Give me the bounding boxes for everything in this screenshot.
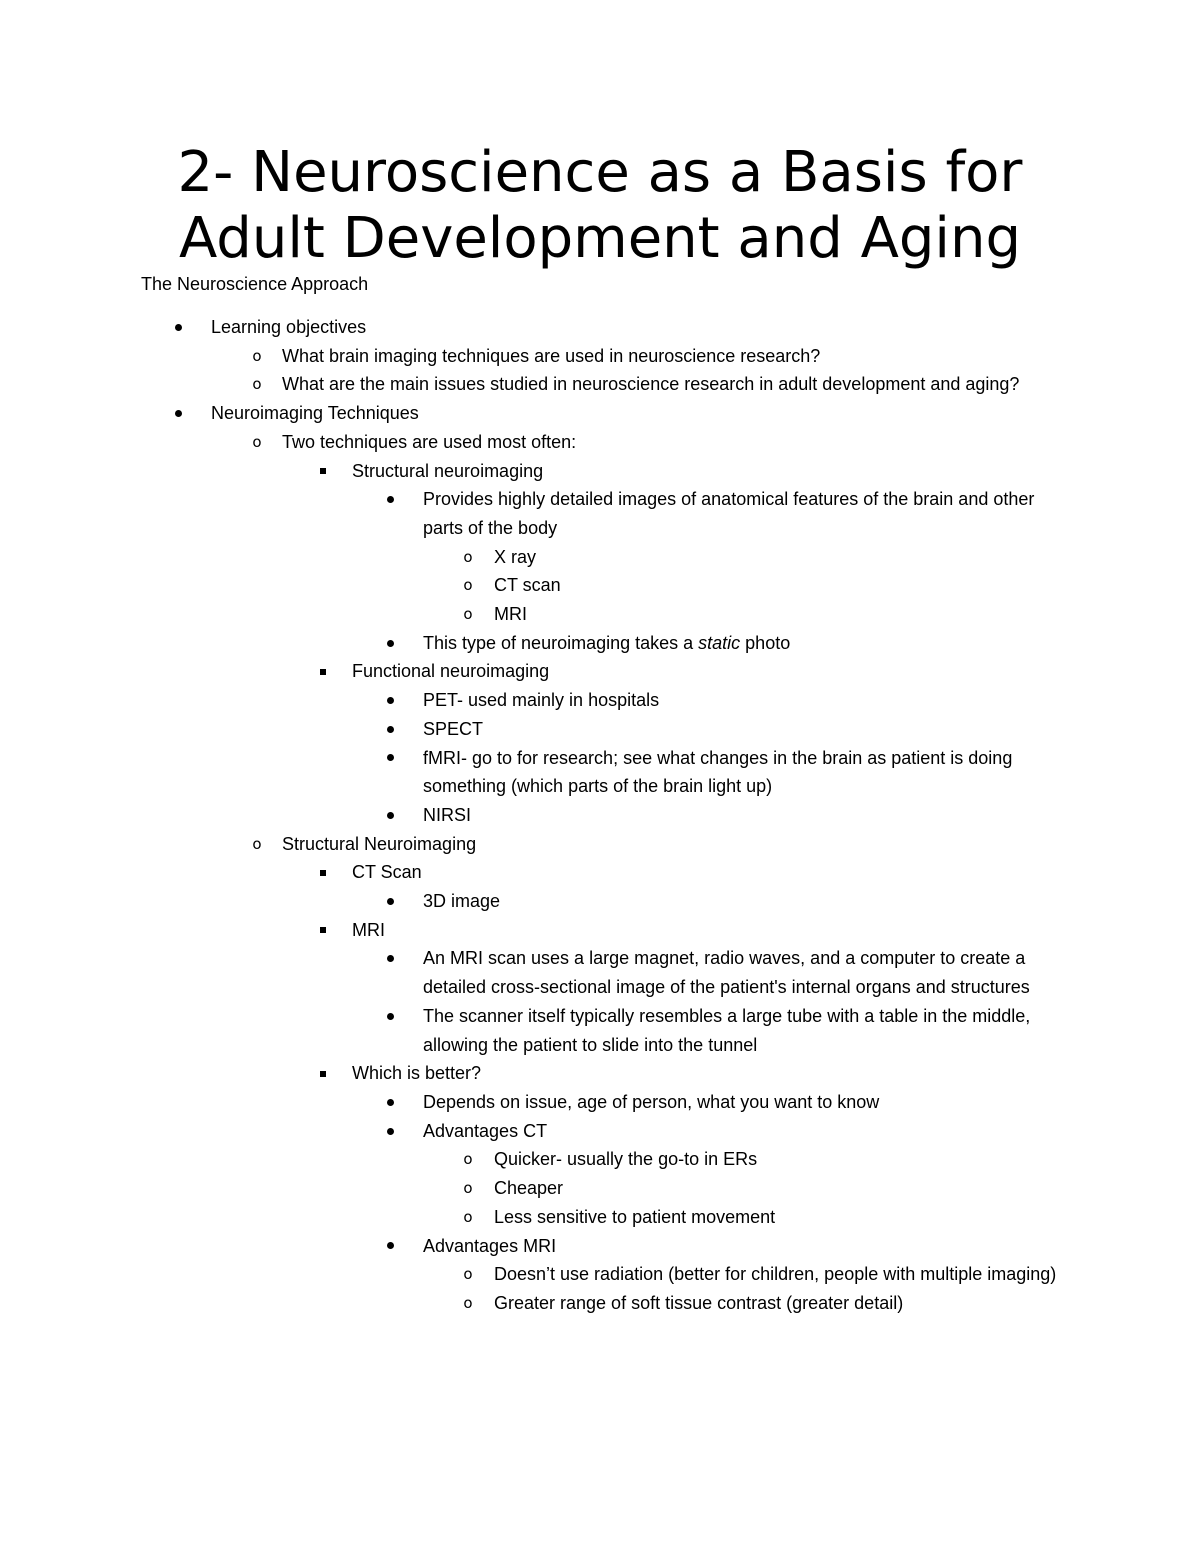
outline-item-text: What are the main issues studied in neuroscience research in adult development and aging? bbox=[282, 374, 1020, 395]
outline-item-level-4 bbox=[0, 887, 1200, 916]
hollow-o-bullet-icon: o bbox=[463, 1265, 473, 1284]
filled-dot-bullet-icon bbox=[380, 1232, 400, 1261]
outline-item-text: NIRSI bbox=[423, 804, 472, 825]
outline-item-level-3 bbox=[0, 916, 1200, 945]
outline-item-level-4 bbox=[0, 485, 1200, 542]
filled-dot-bullet-icon bbox=[168, 399, 188, 428]
hollow-o-bullet-icon: o bbox=[463, 1293, 473, 1312]
outline-item-text: Functional neuroimaging bbox=[352, 661, 550, 682]
outline-item-level-4 bbox=[0, 629, 1200, 658]
square-bullet-icon bbox=[313, 1059, 333, 1088]
outline-item-text: CT scan bbox=[494, 575, 561, 596]
filled-dot-bullet-icon bbox=[380, 1002, 400, 1031]
filled-dot-bullet-icon bbox=[168, 313, 188, 342]
outline-item-text: fMRI- go to for research; see what changes in the brain as patient is doing something (which parts of the brain light up) bbox=[423, 747, 1013, 797]
hollow-o-bullet-icon: o bbox=[252, 834, 262, 853]
outline-item-level-3 bbox=[0, 457, 1200, 486]
outline-item-level-4 bbox=[0, 715, 1200, 744]
outline-item-text: Quicker- usually the go-to in ERs bbox=[494, 1149, 758, 1170]
outline-item-level-2 bbox=[0, 428, 1200, 457]
outline-item-text: Provides highly detailed images of anatomical features of the brain and other parts of the body bbox=[423, 489, 1035, 538]
hollow-o-bullet-icon: o bbox=[463, 605, 473, 624]
outline-item-text: An MRI scan uses a large magnet, radio waves, and a computer to create a detailed cross-sectional image of the patient's internal organs and structures bbox=[423, 948, 1030, 998]
document-title bbox=[0, 140, 1200, 272]
filled-dot-bullet-icon bbox=[380, 887, 400, 916]
outline-item-level-5 bbox=[0, 543, 1200, 572]
outline-item-text: MRI bbox=[494, 604, 527, 625]
outline-item-level-4 bbox=[0, 1117, 1200, 1146]
outline-item-level-3 bbox=[0, 1059, 1200, 1088]
outline-item-text: The scanner itself typically resembles a large tube with a table in the middle, allowing the patient to slide into the tunnel bbox=[423, 1005, 1031, 1055]
outline-item-text: Less sensitive to patient movement bbox=[494, 1206, 776, 1227]
filled-dot-bullet-icon bbox=[380, 944, 400, 973]
section-heading: The Neuroscience Approach bbox=[141, 274, 369, 294]
outline-item-level-5 bbox=[0, 600, 1200, 629]
hollow-o-bullet-icon: o bbox=[463, 1179, 473, 1198]
outline-item-text-after: photo bbox=[740, 632, 791, 653]
outline-item-level-2 bbox=[0, 342, 1200, 371]
outline-item-level-5 bbox=[0, 1289, 1200, 1318]
outline-item-text: Learning objectives bbox=[211, 317, 367, 337]
outline-item-text bbox=[423, 633, 790, 653]
outline-item-text: PET- used mainly in hospitals bbox=[423, 690, 660, 711]
hollow-o-bullet-icon: o bbox=[463, 576, 473, 595]
hollow-o-bullet-icon: o bbox=[463, 1207, 473, 1226]
outline-item-text-before: This type of neuroimaging takes a bbox=[423, 632, 699, 653]
outline-item-level-5 bbox=[0, 571, 1200, 600]
outline-item-level-4 bbox=[0, 1232, 1200, 1261]
outline-item-level-4 bbox=[0, 686, 1200, 715]
outline-item-text: What brain imaging techniques are used in neuroscience research? bbox=[282, 345, 821, 366]
outline-item-level-3 bbox=[0, 657, 1200, 686]
outline-item-level-1 bbox=[0, 399, 1200, 428]
square-bullet-icon bbox=[313, 457, 333, 486]
hollow-o-bullet-icon: o bbox=[252, 432, 262, 451]
outline-item-level-4 bbox=[0, 801, 1200, 830]
outline-item-level-5 bbox=[0, 1260, 1200, 1289]
outline-list bbox=[0, 313, 1200, 1318]
square-bullet-icon bbox=[313, 916, 333, 945]
outline-item-level-5 bbox=[0, 1145, 1200, 1174]
outline-item-text: X ray bbox=[494, 546, 537, 567]
outline-item-text: Doesn’t use radiation (better for children, people with multiple imaging) bbox=[494, 1264, 1057, 1285]
outline-item-text: Structural neuroimaging bbox=[352, 460, 544, 481]
outline-item-text: Which is better? bbox=[352, 1063, 482, 1084]
document-title-line-1: 2- Neuroscience as a Basis for bbox=[177, 140, 1023, 205]
outline-item-text: Greater range of soft tissue contrast (greater detail) bbox=[494, 1292, 904, 1313]
outline-item-text-italic: static bbox=[698, 632, 741, 653]
outline-item-level-2 bbox=[0, 830, 1200, 859]
outline-item-text: Advantages MRI bbox=[423, 1235, 557, 1256]
outline-item-text: SPECT bbox=[423, 718, 484, 739]
outline-item-level-4 bbox=[0, 944, 1200, 1001]
filled-dot-bullet-icon bbox=[380, 686, 400, 715]
filled-dot-bullet-icon bbox=[380, 1088, 400, 1117]
hollow-o-bullet-icon: o bbox=[463, 547, 473, 566]
outline-item-level-2 bbox=[0, 370, 1200, 399]
outline-item-text: Two techniques are used most often: bbox=[282, 431, 577, 452]
hollow-o-bullet-icon: o bbox=[252, 375, 262, 394]
outline-item-text: Depends on issue, age of person, what you want to know bbox=[423, 1091, 880, 1112]
outline-item-text: MRI bbox=[352, 919, 385, 940]
hollow-o-bullet-icon: o bbox=[252, 346, 262, 365]
outline-item-text: CT Scan bbox=[352, 862, 422, 883]
outline-item-level-4 bbox=[0, 1002, 1200, 1059]
outline-item-level-5 bbox=[0, 1174, 1200, 1203]
outline-item-text: 3D image bbox=[423, 891, 501, 912]
outline-item-level-3 bbox=[0, 858, 1200, 887]
outline-item-text: Structural Neuroimaging bbox=[282, 833, 477, 854]
square-bullet-icon bbox=[313, 657, 333, 686]
outline-item-level-5 bbox=[0, 1203, 1200, 1232]
filled-dot-bullet-icon bbox=[380, 801, 400, 830]
filled-dot-bullet-icon bbox=[380, 715, 400, 744]
document-title-line-2: Adult Development and Aging bbox=[178, 206, 1022, 271]
outline-item-level-4 bbox=[0, 1088, 1200, 1117]
outline-item-level-1 bbox=[0, 313, 1200, 342]
filled-dot-bullet-icon bbox=[380, 485, 400, 514]
filled-dot-bullet-icon bbox=[380, 629, 400, 658]
outline-item-text: Cheaper bbox=[494, 1178, 564, 1199]
hollow-o-bullet-icon: o bbox=[463, 1150, 473, 1169]
square-bullet-icon bbox=[313, 858, 333, 887]
outline-item-text: Neuroimaging Techniques bbox=[211, 403, 419, 424]
outline-item-level-4 bbox=[0, 744, 1200, 801]
outline-item-text: Advantages CT bbox=[423, 1120, 548, 1141]
filled-dot-bullet-icon bbox=[380, 744, 400, 773]
filled-dot-bullet-icon bbox=[380, 1117, 400, 1146]
